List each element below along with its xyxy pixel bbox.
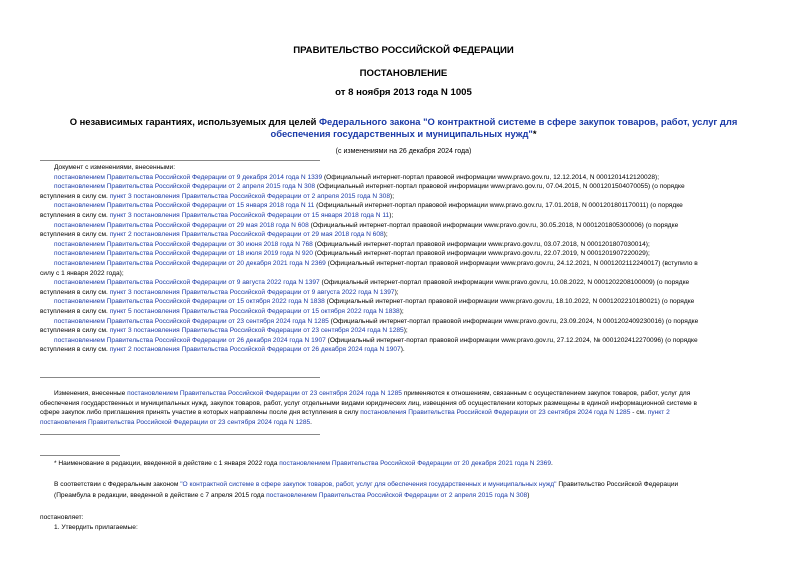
change-entry: постановлением Правительства Российской Федерации от 15 октября 2022 года N 1838 (Официальный интернет-портал правовой информации www.pravo.gov.ru, 18.10.2022, N 0001202210180021) (о порядке [54, 298, 695, 306]
note-resolution-1285-link[interactable]: постановлением Правительства Российской Федерации от 23 сентября 2024 года N 1285 [127, 390, 402, 397]
preamble: В соответствии с Федеральным законом "О контрактной системе в сфере закупок товаров, работ, услуг для обеспечения государственных и муниципальных нужд" Правительство Российской Федерации [54, 481, 679, 488]
title-federal-law-link[interactable]: Федерального закона "О контрактной системе в сфере закупок товаров, работ, услуг для обеспечения государственных и муниципальных нужд" [270, 116, 738, 139]
change-entry: постановлением Правительства Российской Федерации от 9 августа 2022 года N 1397 (Официальный интернет-портал правовой информации www.pravo.gov.ru, 10.08.2022, N 0001202208100009) (о порядке [54, 279, 690, 287]
divider [40, 160, 320, 161]
change-resolution-link[interactable]: постановлением Правительства Российской Федерации от 9 декабря 2014 года N 1339 [54, 173, 323, 181]
note-resolution-1285-link[interactable]: постановления Правительства Российской Федерации от 23 сентября 2024 года N 1285 [360, 409, 631, 417]
change-entry: постановлением Правительства Российской Федерации от 2 апреля 2015 года N 308 (Официальный интернет-портал правовой информации www.pravo.gov.ru, 07.04.2015, N 0001201504070055) (о порядке [54, 183, 685, 191]
note-line: обеспечения государственных и муниципальных нужд, закупок товаров, работ, услуг отдельными видами юридических лиц, извещения об осуществлении которых размещены в единой информационной системе в [40, 399, 697, 407]
change-effective-clause-link[interactable]: пункт 3 постановления Правительства Российской Федерации от 2 апреля 2015 года N 308 [109, 192, 390, 200]
footnote-divider [40, 455, 120, 456]
change-entry: постановлением Правительства Российской Федерации от 9 декабря 2014 года N 1339 (Официальный интернет-портал правовой информации www.pravo.gov.ru, 12.12.2014, N 0001201412120028); [54, 173, 660, 181]
title-prefix: О независимых гарантиях, используемых для целей [69, 116, 320, 127]
change-effective-clause-link[interactable]: пункт 3 постановления Правительства Российской Федерации от 23 сентября 2024 года N 1285 [109, 327, 404, 335]
footnote-resolution-2369-link[interactable]: постановлением Правительства Российской Федерации от 20 декабря 2021 года N 2369 [279, 460, 552, 467]
change-resolution-link[interactable]: постановлением Правительства Российской Федерации от 18 июля 2019 года N 920 [54, 250, 313, 258]
note-clause-2-link[interactable]: пункт 2 [647, 409, 670, 417]
preamble-federal-law-link[interactable]: "О контрактной системе в сфере закупок товаров, работ, услуг для обеспечения государственных и муниципальных нужд" [180, 481, 557, 488]
preamble-resolution-308-link[interactable]: постановлением Правительства Российской Федерации от 2 апреля 2015 года N 308 [266, 492, 528, 499]
change-resolution-link[interactable]: постановлением Правительства Российской Федерации от 29 мая 2018 года N 608 [54, 221, 309, 229]
document-title [40, 116, 767, 139]
government-name: ПРАВИТЕЛЬСТВО РОССИЙСКОЙ ФЕДЕРАЦИИ [293, 45, 514, 56]
edition-note: (с изменениями на 26 декабря 2024 года) [335, 148, 472, 155]
item-1: 1. Утвердить прилагаемые: [54, 524, 138, 531]
changes-list [40, 163, 766, 355]
note-line: Изменения, внесенные постановлением Правительства Российской Федерации от 23 сентября 2024 года N 1285 применяются к отношениям, связанным с осуществлением закупок товаров, работ, услуг для [54, 390, 691, 397]
changes-heading: Документ с изменениями, внесенными: [54, 164, 176, 171]
change-resolution-link[interactable]: постановлением Правительства Российской Федерации от 15 октября 2022 года N 1838 [54, 298, 325, 306]
title-footnote-mark: * [532, 127, 537, 139]
change-entry-continuation: силу с 1 января 2022 года); [40, 269, 124, 277]
change-entry: постановлением Правительства Российской Федерации от 30 июня 2018 года N 768 (Официальный интернет-портал правовой информации www.pravo.gov.ru, 03.07.2018, N 0001201807030014); [54, 240, 650, 248]
change-entry-continuation: вступления в силу см. пункт 3 постановления Правительства Российской Федерации от 23 сентября 2024 года N 1285); [40, 327, 408, 335]
note-line: постановления Правительства Российской Федерации от 23 сентября 2024 года N 1285. [40, 418, 313, 426]
change-entry: постановлением Правительства Российской Федерации от 15 января 2018 года N 11 (Официальный интернет-портал правовой информации www.pravo.gov.ru, 17.01.2018, N 0001201801170011) (о порядке [54, 202, 683, 210]
change-effective-clause-link[interactable]: пункт 5 постановления Правительства Российской Федерации от 15 октября 2022 года N 1838 [109, 307, 400, 315]
change-resolution-link[interactable]: постановлением Правительства Российской Федерации от 9 августа 2022 года N 1397 [54, 279, 320, 287]
change-entry-continuation: вступления в силу см. пункт 5 постановления Правительства Российской Федерации от 15 октября 2022 года N 1838); [40, 307, 404, 315]
change-entry-continuation: вступления в силу см. пункт 3 постановления Правительства Российской Федерации от 9 августа 2022 года N 1397); [40, 288, 399, 296]
divider [40, 434, 320, 435]
change-entry: постановлением Правительства Российской Федерации от 29 мая 2018 года N 608 (Официальный интернет-портал правовой информации www.pravo.gov.ru, 30.05.2018, N 0001201805300006) (о порядке [54, 221, 679, 229]
change-resolution-link[interactable]: постановлением Правительства Российской Федерации от 20 декабря 2021 года N 2369 [54, 259, 326, 267]
amendment-note [40, 389, 766, 427]
change-resolution-link[interactable]: постановлением Правительства Российской Федерации от 30 июня 2018 года N 768 [54, 240, 313, 248]
change-effective-clause-link[interactable]: пункт 3 постановления Правительства Российской Федерации от 9 августа 2022 года N 1397 [109, 288, 395, 296]
change-resolution-link[interactable]: постановлением Правительства Российской Федерации от 26 декабря 2024 года N 1907 [54, 336, 326, 344]
change-entry: постановлением Правительства Российской Федерации от 18 июля 2019 года N 920 (Официальный интернет-портал правовой информации www.pravo.gov.ru, 22.07.2019, N 0001201907220029); [54, 250, 650, 258]
change-entry: постановлением Правительства Российской Федерации от 26 декабря 2024 года N 1907 (Официальный интернет-портал правовой информации www.pravo.gov.ru, 27.12.2024, № 0001202412270096) (о порядке [54, 336, 698, 344]
footnote: * Наименование в редакции, введенной в действие с 1 января 2022 года постановлением Правительства Российской Федерации от 20 декабря 2021 года N 2369. [54, 460, 553, 467]
divider [40, 377, 320, 378]
change-effective-clause-link[interactable]: пункт 2 постановления Правительства Российской Федерации от 26 декабря 2024 года N 1907 [109, 346, 401, 354]
change-effective-clause-link[interactable]: пункт 3 постановления Правительства Российской Федерации от 15 января 2018 года N 11 [109, 211, 390, 219]
change-entry-continuation: вступления в силу см. пункт 2 постановления Правительства Российской Федерации от 26 декабря 2024 года N 1907). [40, 346, 405, 354]
change-resolution-link[interactable]: постановлением Правительства Российской Федерации от 15 января 2018 года N 11 [54, 202, 315, 210]
change-entry-continuation: вступления в силу см. пункт 2 постановления Правительства Российской Федерации от 29 мая 2018 года N 608); [40, 231, 388, 239]
change-entry: постановлением Правительства Российской Федерации от 23 сентября 2024 года N 1285 (Официальный интернет-портал правовой информации www.pravo.gov.ru, 23.09.2024, N 0001202409230016) (о порядке [54, 317, 699, 325]
change-resolution-link[interactable]: постановлением Правительства Российской Федерации от 2 апреля 2015 года N 308 [54, 183, 316, 191]
change-entry-continuation: вступления в силу см. пункт 3 постановления Правительства Российской Федерации от 2 апреля 2015 года N 308); [40, 192, 395, 200]
change-resolution-link[interactable]: постановлением Правительства Российской Федерации от 23 сентября 2024 года N 1285 [54, 317, 329, 325]
change-effective-clause-link[interactable]: пункт 2 постановления Правительства Российской Федерации от 29 мая 2018 года N 608 [109, 231, 384, 239]
note-resolution-1285-link[interactable]: постановления Правительства Российской Федерации от 23 сентября 2024 года N 1285 [40, 418, 311, 426]
decree-word: постановляет: [40, 514, 84, 521]
document-type: ПОСТАНОВЛЕНИЕ [359, 68, 448, 79]
change-entry: постановлением Правительства Российской Федерации от 20 декабря 2021 года N 2369 (Официальный интернет-портал правовой информации www.pravo.gov.ru, 24.12.2021, N 0001202112240017) (вступило в [54, 259, 698, 267]
document-date-number: от 8 ноября 2013 года N 1005 [335, 87, 472, 98]
change-entry-continuation: вступления в силу см. пункт 3 постановления Правительства Российской Федерации от 15 января 2018 года N 11); [40, 211, 394, 219]
note-line: сфере закупок либо приглашения принять участие в которых направлены после дня вступления в силу постановления Правительства Российской Федерации от 23 сентября 2024 года N 1285 - см. пункт 2 [40, 409, 670, 417]
preamble-edition: (Преамбула в редакции, введенной в действие с 7 апреля 2015 года постановлением Правительства Российской Федерации от 2 апреля 2015 года N 308) [54, 492, 530, 499]
